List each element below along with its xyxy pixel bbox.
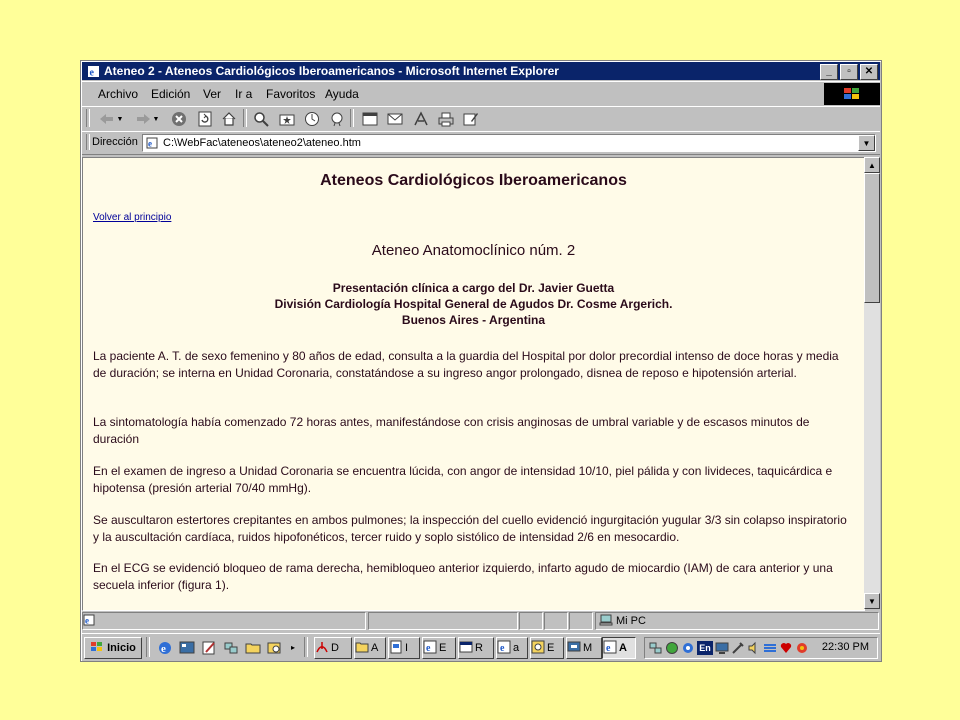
page-heading: Ateneos Cardiológicos Iberoamericanos [320, 172, 627, 189]
stop-icon[interactable] [170, 110, 188, 128]
case-paragraph: La paciente A. T. de sexo femenino y 80 años de edad, consulta a la guardia del Hospital por dolor precordial intenso de doce horas y media de duración; se interna en Unidad Coronaria, constatándose a su ingreso angor prolongado, disnea de reposo e hipotensión arterial. [93, 349, 839, 380]
svg-text:e: e [426, 642, 431, 654]
taskbar-task[interactable]: R [458, 637, 494, 659]
edit-icon[interactable] [462, 110, 480, 128]
case-paragraph: Se auscultaron estertores crepitantes en ambos pulmones; la inspección del cuello evidenció ingurgitación yugular 3/3 sin colapso inspiratorio y la auscultación cardíaca, ruidos hipofonéticos, tercer ruido y soplo sistólico de intensidad 2/6 en mesocardio. [93, 513, 847, 544]
taskbar-task[interactable]: e E [422, 637, 456, 659]
case-subheading: Ateneo Anatomoclínico núm. 2 [371, 242, 576, 259]
forward-dropdown-icon[interactable]: ▼ [152, 115, 160, 123]
editor-quicklaunch-icon[interactable] [200, 639, 217, 656]
taskbar-task-active[interactable]: e A [602, 637, 636, 659]
search-doc-icon [531, 640, 545, 657]
app-tray-icon[interactable] [795, 641, 809, 655]
ie-page-icon [86, 64, 100, 78]
system-tray [644, 637, 878, 659]
svg-text:e: e [148, 138, 152, 149]
case-paragraph: En el ECG se evidenció bloqueo de rama derecha, hemibloqueo anterior izquierdo, infarto agudo de miocardio (IAM) de cara anterior y una secuela inferior (figura 1). [93, 561, 833, 592]
status-page-icon [83, 614, 97, 629]
menu-ver[interactable]: Ver [203, 87, 222, 101]
channels-icon[interactable] [328, 110, 346, 128]
taskbar-task[interactable]: A [354, 637, 386, 659]
windows-flag-icon [90, 641, 104, 656]
messenger-tray-icon[interactable] [681, 641, 695, 655]
taskbar-task[interactable]: e a [496, 637, 528, 659]
menu-archivo[interactable]: Archivo [98, 87, 139, 101]
page-content [82, 157, 865, 611]
network-quicklaunch-icon[interactable] [222, 639, 239, 656]
status-main [82, 612, 366, 630]
ie-icon [423, 640, 437, 657]
window-title: Ateneo 2 - Ateneos Cardiológicos Iberoamericanos - Microsoft Internet Explorer [104, 64, 559, 78]
folder-icon [355, 640, 369, 657]
close-button[interactable]: ✕ [860, 64, 878, 80]
presenter-line: Presentación clínica a cargo del Dr. Javier Guetta [332, 281, 615, 295]
menu-ir-a[interactable]: Ir a [235, 87, 253, 101]
monitor-tray-icon[interactable] [715, 641, 729, 655]
my-computer-icon [599, 614, 613, 629]
back-to-top-link[interactable]: Volver al principio [93, 212, 172, 223]
scroll-up-icon[interactable]: ▲ [864, 157, 880, 173]
scroll-thumb[interactable] [864, 173, 880, 303]
minimize-button[interactable]: _ [820, 64, 838, 80]
presenter-block [83, 280, 864, 328]
presenter-line: División Cardiología Hospital General de Agudos Dr. Cosme Argerich. [274, 297, 673, 311]
home-icon[interactable] [220, 110, 238, 128]
ie-icon [497, 640, 511, 657]
scroll-down-icon[interactable]: ▼ [864, 593, 880, 609]
menu-bar [82, 81, 880, 107]
address-dropdown-icon[interactable]: ▼ [858, 135, 875, 151]
taskbar-task[interactable]: I [388, 637, 420, 659]
case-paragraph: La sintomatología había comenzado 72 horas antes, manifestándose con crisis anginosas de umbral variable y de escasos minutos de duración [93, 415, 810, 446]
case-paragraph: En el examen de ingreso a Unidad Coronaria se encuentra lúcida, con angor de intensidad 10/10, piel pálida y con livideces, taquicárdica e hipotensa (presión arterial 70/40 mmHg). [93, 464, 833, 495]
maximize-button[interactable]: ▫ [840, 64, 858, 80]
address-bar [82, 131, 880, 155]
status-zone [595, 612, 879, 630]
status-cell [544, 612, 568, 630]
standard-toolbar [82, 106, 880, 132]
search-icon[interactable] [252, 110, 270, 128]
network-tray-icon[interactable] [649, 641, 663, 655]
heart-tray-icon[interactable] [779, 641, 793, 655]
start-label: Inicio [107, 642, 136, 654]
display-settings-tray-icon[interactable] [763, 641, 777, 655]
browser-window [80, 60, 882, 662]
fonts-icon[interactable] [412, 110, 430, 128]
quicklaunch-more-icon[interactable]: ▸ [290, 643, 295, 652]
ie-icon [603, 640, 617, 657]
display-icon [567, 640, 581, 657]
menu-ayuda[interactable]: Ayuda [325, 87, 359, 101]
folder-quicklaunch-icon[interactable] [244, 639, 261, 656]
status-cell [569, 612, 593, 630]
back-icon[interactable] [98, 110, 116, 128]
windows-logo-icon [824, 83, 880, 105]
svg-text:e: e [89, 67, 94, 78]
history-icon[interactable] [303, 110, 321, 128]
address-url[interactable]: C:\WebFac\ateneos\ateneo2\ateneo.htm [163, 137, 361, 149]
window-icon [459, 640, 473, 657]
document-icon [389, 640, 403, 657]
svg-text:e: e [606, 642, 611, 654]
volume-icon[interactable] [747, 641, 761, 655]
presenter-line: Buenos Aires - Argentina [401, 313, 546, 327]
desktop-quicklaunch-icon[interactable] [178, 639, 195, 656]
mail-icon[interactable] [386, 110, 404, 128]
acrobat-icon [315, 640, 329, 657]
language-indicator[interactable]: En [697, 641, 713, 655]
status-bar [82, 612, 880, 630]
forward-icon[interactable] [134, 110, 152, 128]
favorites-icon[interactable] [278, 110, 296, 128]
back-dropdown-icon[interactable]: ▼ [116, 115, 124, 123]
menu-edicion[interactable]: Edición [151, 87, 191, 101]
refresh-icon[interactable] [196, 110, 214, 128]
vertical-scrollbar[interactable] [864, 157, 880, 609]
status-cell [519, 612, 543, 630]
clock[interactable]: 22:30 PM [821, 641, 869, 653]
taskbar-task[interactable]: D [314, 637, 352, 659]
fullscreen-icon[interactable] [361, 110, 379, 128]
start-button[interactable] [84, 637, 142, 659]
status-progress [368, 612, 518, 630]
title-bar[interactable] [82, 62, 880, 80]
taskbar-task[interactable]: E [530, 637, 564, 659]
search-quicklaunch-icon[interactable] [266, 639, 283, 656]
antivirus-tray-icon[interactable] [665, 641, 679, 655]
taskbar-task[interactable]: M [566, 637, 602, 659]
tools-tray-icon[interactable] [731, 641, 745, 655]
svg-text:e: e [85, 615, 89, 625]
print-icon[interactable] [437, 110, 455, 128]
ie-quicklaunch-icon[interactable] [156, 639, 173, 656]
status-zone-label: Mi PC [616, 615, 646, 627]
svg-text:e: e [500, 642, 505, 654]
menu-favoritos[interactable]: Favoritos [266, 87, 316, 101]
address-field[interactable] [142, 134, 876, 152]
taskbar [82, 633, 880, 660]
address-label: Dirección [92, 136, 138, 148]
svg-text:e: e [160, 642, 166, 655]
page-icon [146, 137, 158, 152]
